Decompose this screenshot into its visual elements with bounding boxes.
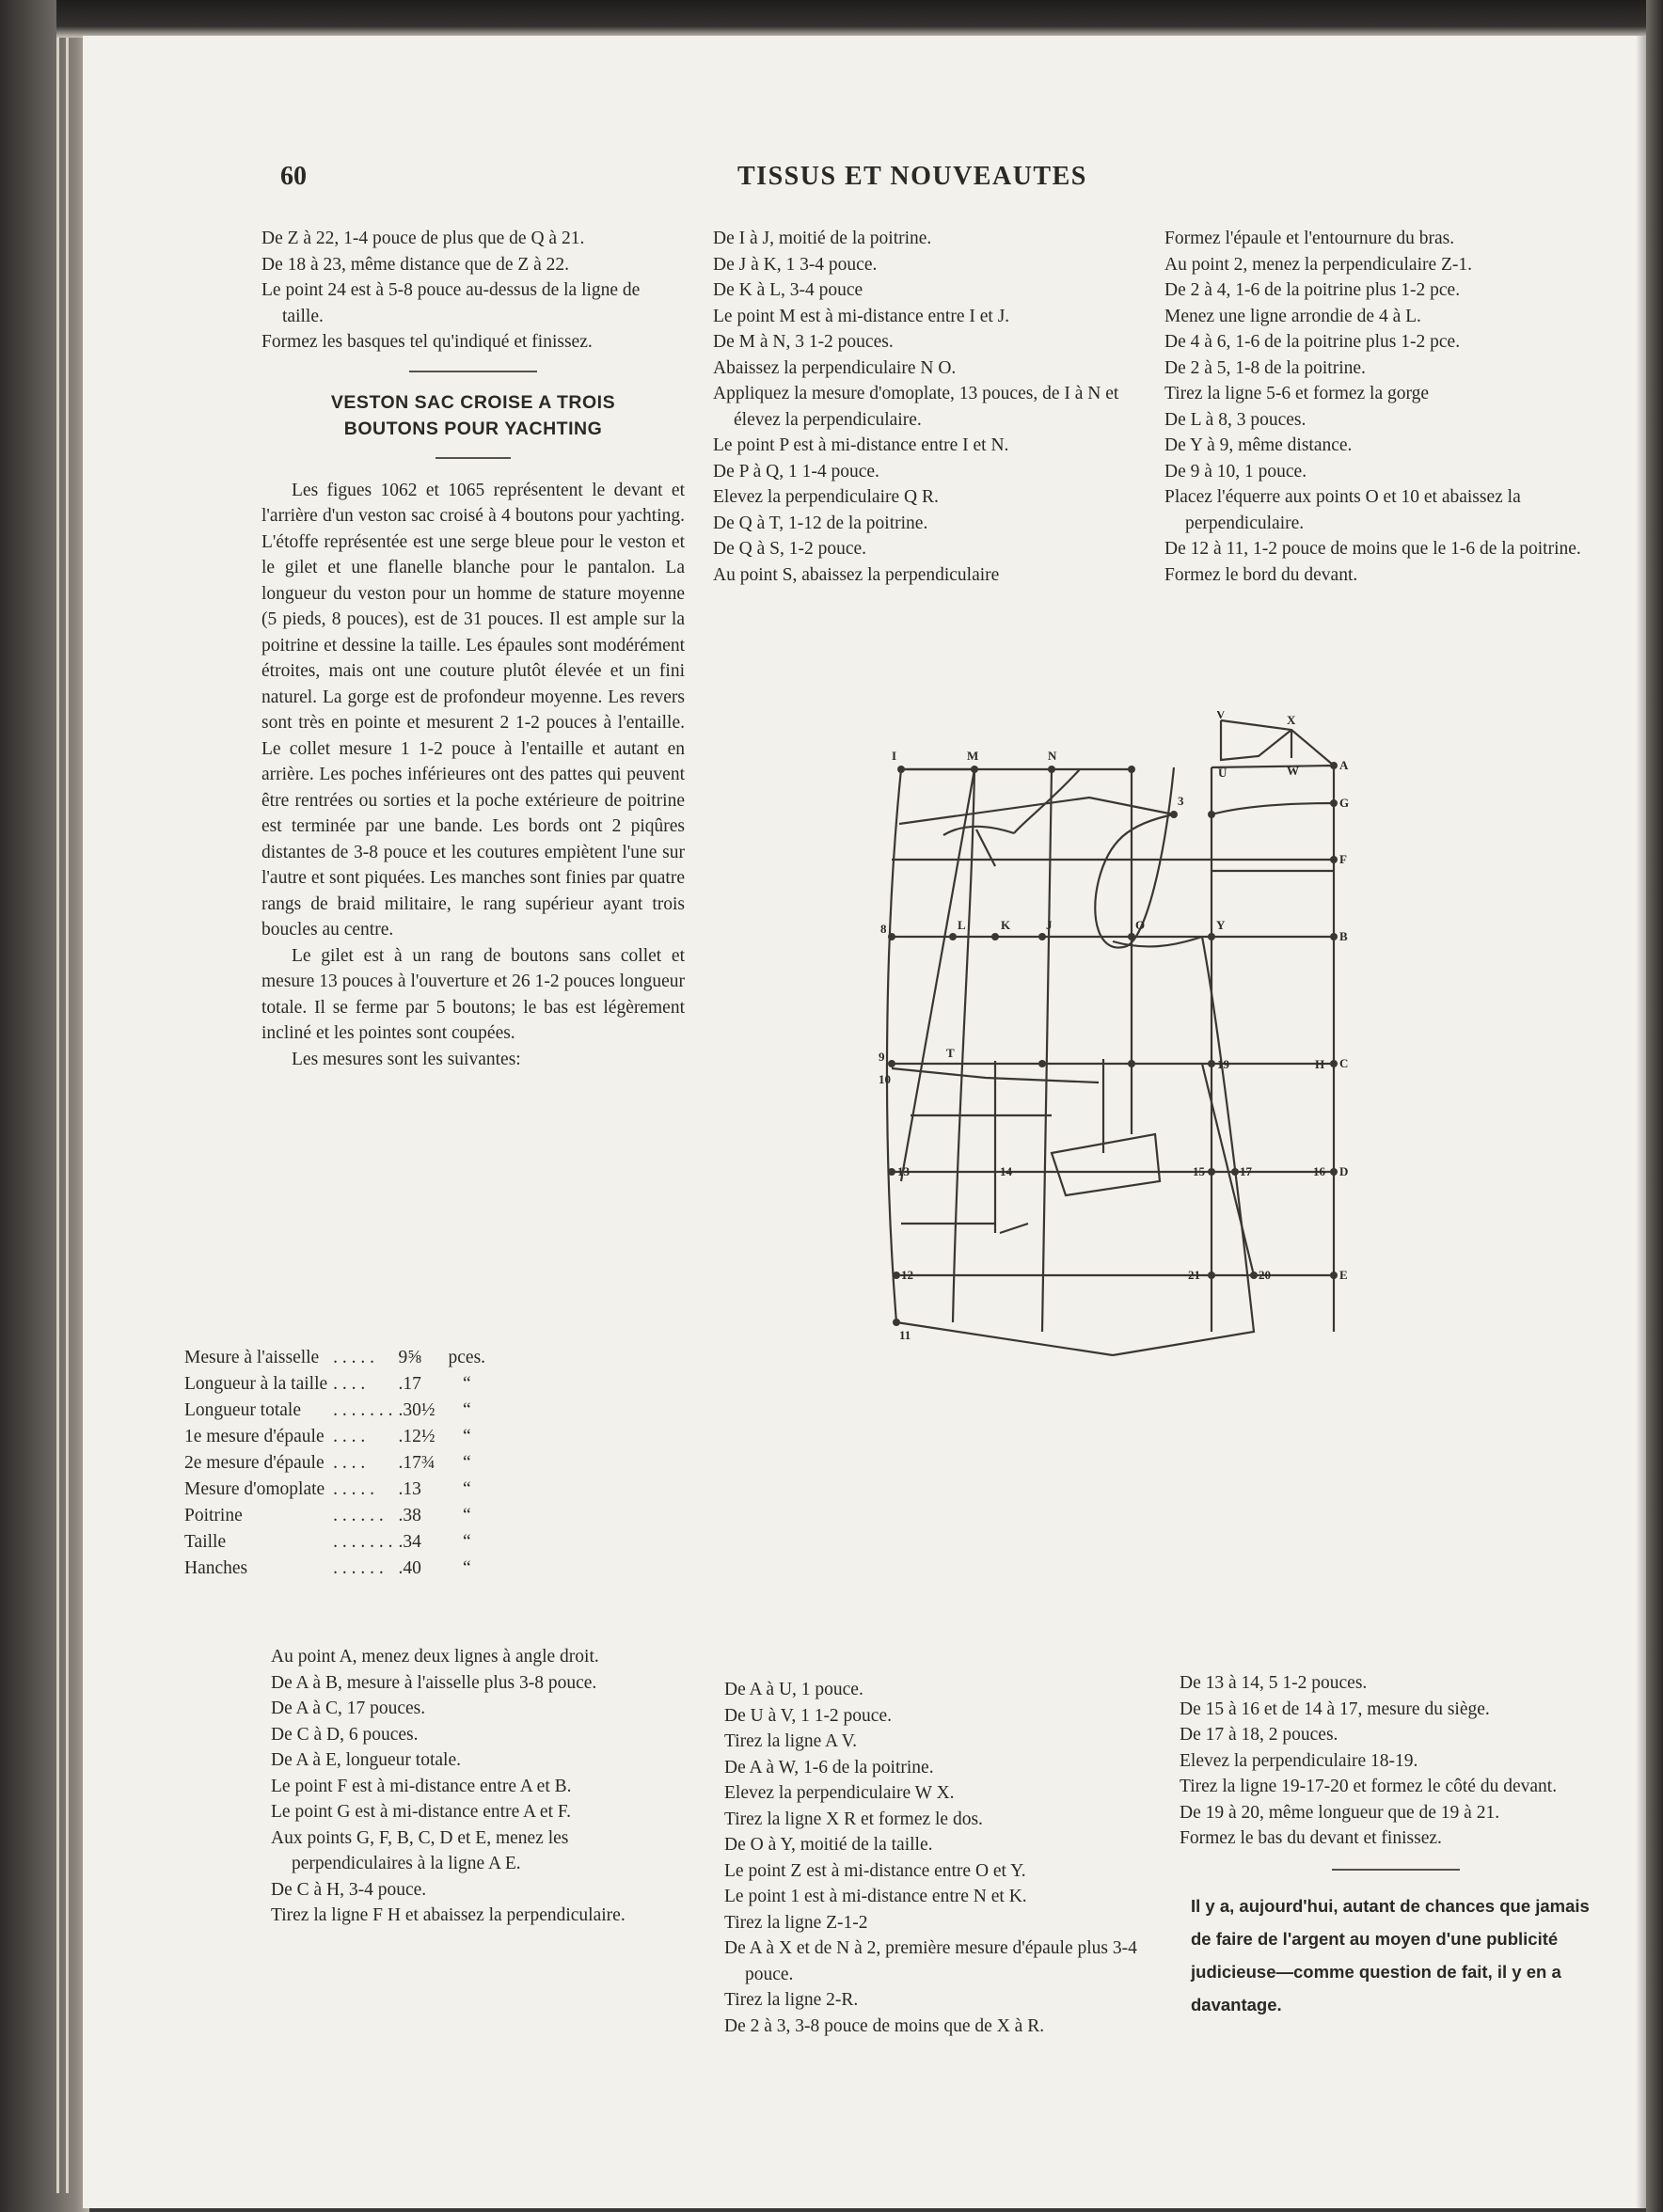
- measurement-unit: “: [462, 1400, 471, 1420]
- measurement-row: [184, 1450, 485, 1477]
- point-label: I: [892, 749, 897, 763]
- measurement-row: [184, 1477, 485, 1503]
- instruction-line: Abaissez la perpendiculaire N O.: [713, 357, 957, 378]
- point-label: 15: [1193, 1164, 1205, 1178]
- point-label: W: [1287, 764, 1299, 778]
- instruction-line: Le point F est à mi-distance entre A et B.: [271, 1776, 572, 1796]
- instruction-line: Tirez la ligne X R et formez le dos.: [724, 1809, 983, 1829]
- instruction-line: De 17 à 18, 2 pouces.: [1180, 1725, 1338, 1745]
- measurement-leader: . . . . . .: [333, 1558, 384, 1578]
- point-label: E: [1339, 1268, 1348, 1282]
- instruction-line: Formez le bord du devant.: [1164, 564, 1358, 585]
- page-header: [83, 162, 1649, 199]
- point-label: D: [1339, 1164, 1349, 1178]
- point-label: T: [946, 1046, 955, 1060]
- instruction-line: De K à L, 3-4 pouce: [713, 280, 863, 300]
- page-number: 60: [280, 162, 307, 191]
- point-label: M: [967, 749, 979, 763]
- instruction-line: De C à D, 6 pouces.: [271, 1724, 419, 1745]
- measurement-unit: “: [462, 1479, 471, 1499]
- instruction-line: De M à N, 3 1-2 pouces.: [713, 332, 894, 352]
- measurement-label: 1e mesure d'épaule: [184, 1427, 325, 1446]
- instruction-line: De A à X et de N à 2, première mesure d'épaule plus 3-4 pouce.: [724, 1938, 1137, 1984]
- instruction-line: De A à W, 1-6 de la poitrine.: [724, 1757, 934, 1778]
- instruction-line: De J à K, 1 3-4 pouce.: [713, 254, 878, 275]
- instruction-line: De L à 8, 3 pouces.: [1164, 409, 1307, 430]
- instruction-line: De 2 à 4, 1-6 de la poitrine plus 1-2 pce.: [1164, 280, 1461, 300]
- instruction-line: De 15 à 16 et de 14 à 17, mesure du siège.: [1180, 1698, 1490, 1719]
- point-label: O: [1135, 918, 1146, 932]
- instruction-line: Tirez la ligne 19-17-20 et formez le côté du devant.: [1180, 1777, 1558, 1796]
- measurement-value: .34: [398, 1532, 421, 1552]
- instruction-line: De O à Y, moitié de la taille.: [724, 1835, 933, 1855]
- measurement-label: 2e mesure d'épaule: [184, 1453, 325, 1473]
- measurements-table: [184, 1345, 485, 1582]
- column-3-top: [1164, 226, 1597, 588]
- title-divider: [436, 457, 511, 459]
- instruction-line: De 9 à 10, 1 pouce.: [1164, 461, 1307, 482]
- point-label: A: [1339, 758, 1349, 772]
- instruction-line: Placez l'équerre aux points O et 10 et abaissez la perpendiculaire.: [1164, 487, 1521, 533]
- point-label: B: [1339, 929, 1348, 943]
- scan-top-shadow: [56, 0, 1663, 38]
- measurement-row: [184, 1398, 485, 1424]
- measurement-value: 9⅝: [398, 1348, 421, 1367]
- instruction-line: De 2 à 5, 1-8 de la poitrine.: [1164, 357, 1366, 378]
- measurement-row: [184, 1371, 485, 1398]
- instruction-line: De Q à S, 1-2 pouce.: [713, 539, 866, 559]
- measurement-label: Taille: [184, 1532, 227, 1552]
- instruction-line: Formez l'épaule et l'entournure du bras.: [1164, 229, 1455, 248]
- instruction-line: Au point 2, menez la perpendiculaire Z-1.: [1164, 254, 1473, 275]
- measurement-row: [184, 1345, 485, 1371]
- point-label: 14: [1000, 1164, 1012, 1178]
- column-1-bottom: [271, 1644, 694, 1929]
- point-label: 9: [879, 1050, 885, 1064]
- point-label: J: [1046, 918, 1053, 932]
- instruction-line: Formez les basques tel qu'indiqué et finissez.: [261, 332, 593, 352]
- measurement-leader: . . . . .: [333, 1479, 375, 1499]
- measurement-row: [184, 1556, 485, 1582]
- measurement-value: .30½: [398, 1400, 436, 1420]
- instruction-line: De 12 à 11, 1-2 pouce de moins que le 1-6 de la poitrine.: [1164, 539, 1581, 559]
- instruction-line: De Z à 22, 1-4 pouce de plus que de Q à 21.: [261, 229, 585, 248]
- measurement-leader: . . . . . . .: [333, 1532, 393, 1552]
- jacket-pattern-diagram: [863, 711, 1465, 1576]
- instruction-line: Menez une ligne arrondie de 4 à L.: [1164, 306, 1421, 326]
- instruction-line: Tirez la ligne A V.: [724, 1731, 858, 1751]
- point-label: 10: [879, 1072, 891, 1086]
- point-label: 20: [1259, 1268, 1271, 1282]
- measurement-label: Mesure à l'aisselle: [184, 1348, 320, 1367]
- point-label: 16: [1313, 1164, 1325, 1178]
- column-2-top: [713, 226, 1141, 588]
- point-label: F: [1339, 852, 1347, 866]
- instruction-line: De A à U, 1 pouce.: [724, 1680, 863, 1699]
- measurement-unit: “: [462, 1374, 471, 1394]
- measurement-unit: “: [462, 1506, 471, 1525]
- point-label: K: [1001, 918, 1011, 932]
- measurement-label: Longueur à la taille: [184, 1374, 328, 1394]
- instruction-line: De P à Q, 1 1-4 pouce.: [713, 461, 879, 482]
- book-page: [83, 36, 1649, 2208]
- scan-right-edge: [1646, 0, 1663, 2212]
- point-label: V: [1216, 711, 1226, 721]
- section-divider: [409, 371, 537, 372]
- measurement-row: [184, 1503, 485, 1529]
- instruction-line: Le point M est à mi-distance entre I et J.: [713, 306, 1010, 326]
- column-1-top: [261, 226, 685, 1072]
- instruction-line: De A à C, 17 pouces.: [271, 1698, 426, 1718]
- instruction-line: Le point 24 est à 5-8 pouce au-dessus de la ligne de taille.: [261, 280, 641, 326]
- instruction-line: Aux points G, F, B, C, D et E, menez les perpendiculaires à la ligne A E.: [271, 1827, 569, 1873]
- measurement-unit: “: [462, 1427, 471, 1446]
- measurement-label: Mesure d'omoplate: [184, 1479, 325, 1499]
- instruction-line: De I à J, moitié de la poitrine.: [713, 229, 932, 248]
- measurement-value: .38: [398, 1506, 421, 1525]
- instruction-line: Au point S, abaissez la perpendiculaire: [713, 564, 1000, 585]
- instruction-line: De 19 à 20, même longueur que de 19 à 21.: [1180, 1802, 1500, 1823]
- point-label: H: [1315, 1057, 1325, 1071]
- point-label: 8: [880, 922, 887, 936]
- measurement-unit: “: [462, 1558, 471, 1578]
- instruction-line: De Y à 9, même distance.: [1164, 435, 1353, 455]
- instruction-line: De U à V, 1 1-2 pouce.: [724, 1705, 892, 1726]
- measurement-unit: pces.: [448, 1348, 486, 1367]
- instruction-line: De A à E, longueur totale.: [271, 1750, 461, 1770]
- pattern-drawing: [863, 711, 1465, 1576]
- instruction-line: De 18 à 23, même distance que de Z à 22.: [261, 254, 570, 275]
- point-label: C: [1339, 1056, 1349, 1070]
- instruction-line: Elevez la perpendiculaire 18-19.: [1180, 1750, 1418, 1771]
- measurement-value: .13: [398, 1479, 421, 1499]
- point-label: 17: [1240, 1164, 1252, 1178]
- instruction-line: Le point G est à mi-distance entre A et F.: [271, 1802, 572, 1822]
- article-paragraph-2: Le gilet est à un rang de boutons sans collet et mesure 13 pouces à l'ouverture et 26 1-2 pouces longueur totale. Il se ferme par 5 boutons; le bas est légèrement incliné et les pointes sont coupées.: [261, 945, 685, 1043]
- instruction-line: De Q à T, 1-12 de la poitrine.: [713, 513, 928, 533]
- point-label: 13: [897, 1164, 910, 1178]
- measurement-row: [184, 1529, 485, 1556]
- measurement-leader: . . . . .: [333, 1348, 375, 1367]
- article-title: VESTON SAC CROISE A TROIS BOUTONS POUR YACHTING: [330, 391, 616, 439]
- column-3-bottom: [1180, 1670, 1612, 2021]
- instruction-line: De 13 à 14, 5 1-2 pouces.: [1180, 1673, 1368, 1693]
- instruction-line: Tirez la ligne F H et abaissez la perpendiculaire.: [271, 1905, 626, 1925]
- instruction-line: Le point 1 est à mi-distance entre N et K.: [724, 1887, 1027, 1906]
- point-label: U: [1218, 766, 1227, 780]
- point-label: 12: [901, 1268, 913, 1282]
- article-paragraph-1: Les figues 1062 et 1065 représentent le devant et l'arrière d'un veston sac croisé à 4 boutons pour yachting. L'étoffe représentée est une serge bleue pour le veston et le gilet et une flanelle blanche pour le pantalon. La longueur du veston pour un homme de stature moyenne (5 pieds, 8 pouces), est de 31 pouces. Il est ample sur la poitrine et dessine la taille. Les épaules sont modérément étroites, mais ont une couture plutôt élevée et un fini naturel. La gorge est de profondeur moyenne. Les revers sont très en pointe et mesurent 2 1-2 pouces à l'entaille. Le collet mesure 1 1-2 pouce à l'entaille et autant en arrière. Les poches inférieures ont des pattes qui peuvent être rentrées ou sorties et la poche extérieure de poitrine est terminée par une bande. Les bords ont 2 piqûres distantes de 3-8 pouce et les coutures empiètent l'une sur l'autre et sont piquées. Les manches sont finies par quatre rangs de braid militaire, le rang supérieur ayant trois boucles au centre.: [261, 480, 685, 940]
- point-label: X: [1287, 713, 1296, 727]
- instruction-line: Tirez la ligne 5-6 et formez la gorge: [1164, 384, 1430, 403]
- instruction-line: De A à B, mesure à l'aisselle plus 3-8 pouce.: [271, 1672, 597, 1693]
- measurement-value: .12½: [398, 1427, 436, 1446]
- measurement-unit: “: [462, 1453, 471, 1473]
- measurement-unit: “: [462, 1532, 471, 1552]
- measurement-leader: . . . .: [333, 1427, 366, 1446]
- point-label: G: [1339, 796, 1350, 810]
- measurement-leader: . . . . . . .: [333, 1400, 393, 1420]
- point-label: 11: [899, 1328, 911, 1342]
- measurement-leader: . . . . . .: [333, 1506, 384, 1525]
- instruction-line: Le point Z est à mi-distance entre O et Y.: [724, 1860, 1026, 1881]
- instruction-line: De 2 à 3, 3-8 pouce de moins que de X à R.: [724, 2015, 1045, 2036]
- instruction-line: Tirez la ligne 2-R.: [724, 1990, 859, 2010]
- point-label: L: [958, 918, 966, 932]
- running-title: TISSUS ET NOUVEAUTES: [737, 162, 1087, 191]
- ad-divider: [1332, 1869, 1460, 1871]
- point-label: 19: [1217, 1057, 1229, 1071]
- measurement-row: [184, 1424, 485, 1450]
- measurement-leader: . . . .: [333, 1453, 366, 1473]
- instruction-line: Au point A, menez deux lignes à angle droit.: [271, 1647, 599, 1667]
- measurement-value: .17¾: [398, 1453, 436, 1473]
- measurement-value: .17: [398, 1374, 421, 1394]
- measures-intro: Les mesures sont les suivantes:: [292, 1049, 521, 1069]
- measurement-label: Poitrine: [184, 1506, 243, 1525]
- instruction-line: Tirez la ligne Z-1-2: [724, 1912, 868, 1933]
- point-label: Y: [1216, 918, 1226, 932]
- advertisement-note: Il y a, aujourd'hui, autant de chances que jamais de faire de l'argent au moyen d'une publicité judicieuse—comme question de fait, il y en a davantage.: [1191, 1895, 1590, 2014]
- instruction-line: Formez le bas du devant et finissez.: [1180, 1828, 1442, 1848]
- measurement-label: Hanches: [184, 1558, 248, 1578]
- instruction-line: Le point P est à mi-distance entre I et N.: [713, 435, 1009, 455]
- instruction-line: De C à H, 3-4 pouce.: [271, 1879, 427, 1900]
- column-2-bottom: [724, 1677, 1152, 2039]
- measurement-label: Longueur totale: [184, 1400, 301, 1420]
- instruction-line: Appliquez la mesure d'omoplate, 13 pouces, de I à N et élevez la perpendiculaire.: [713, 384, 1119, 430]
- measurement-leader: . . . .: [333, 1374, 366, 1394]
- point-label: 21: [1188, 1268, 1200, 1282]
- book-binding: [0, 0, 89, 2212]
- instruction-line: Elevez la perpendiculaire W X.: [724, 1783, 955, 1803]
- point-label: 3: [1178, 794, 1184, 808]
- instruction-line: Elevez la perpendiculaire Q R.: [713, 487, 939, 507]
- instruction-line: De 4 à 6, 1-6 de la poitrine plus 1-2 pce.: [1164, 332, 1461, 352]
- point-label: N: [1048, 749, 1057, 763]
- measurement-value: .40: [398, 1558, 421, 1578]
